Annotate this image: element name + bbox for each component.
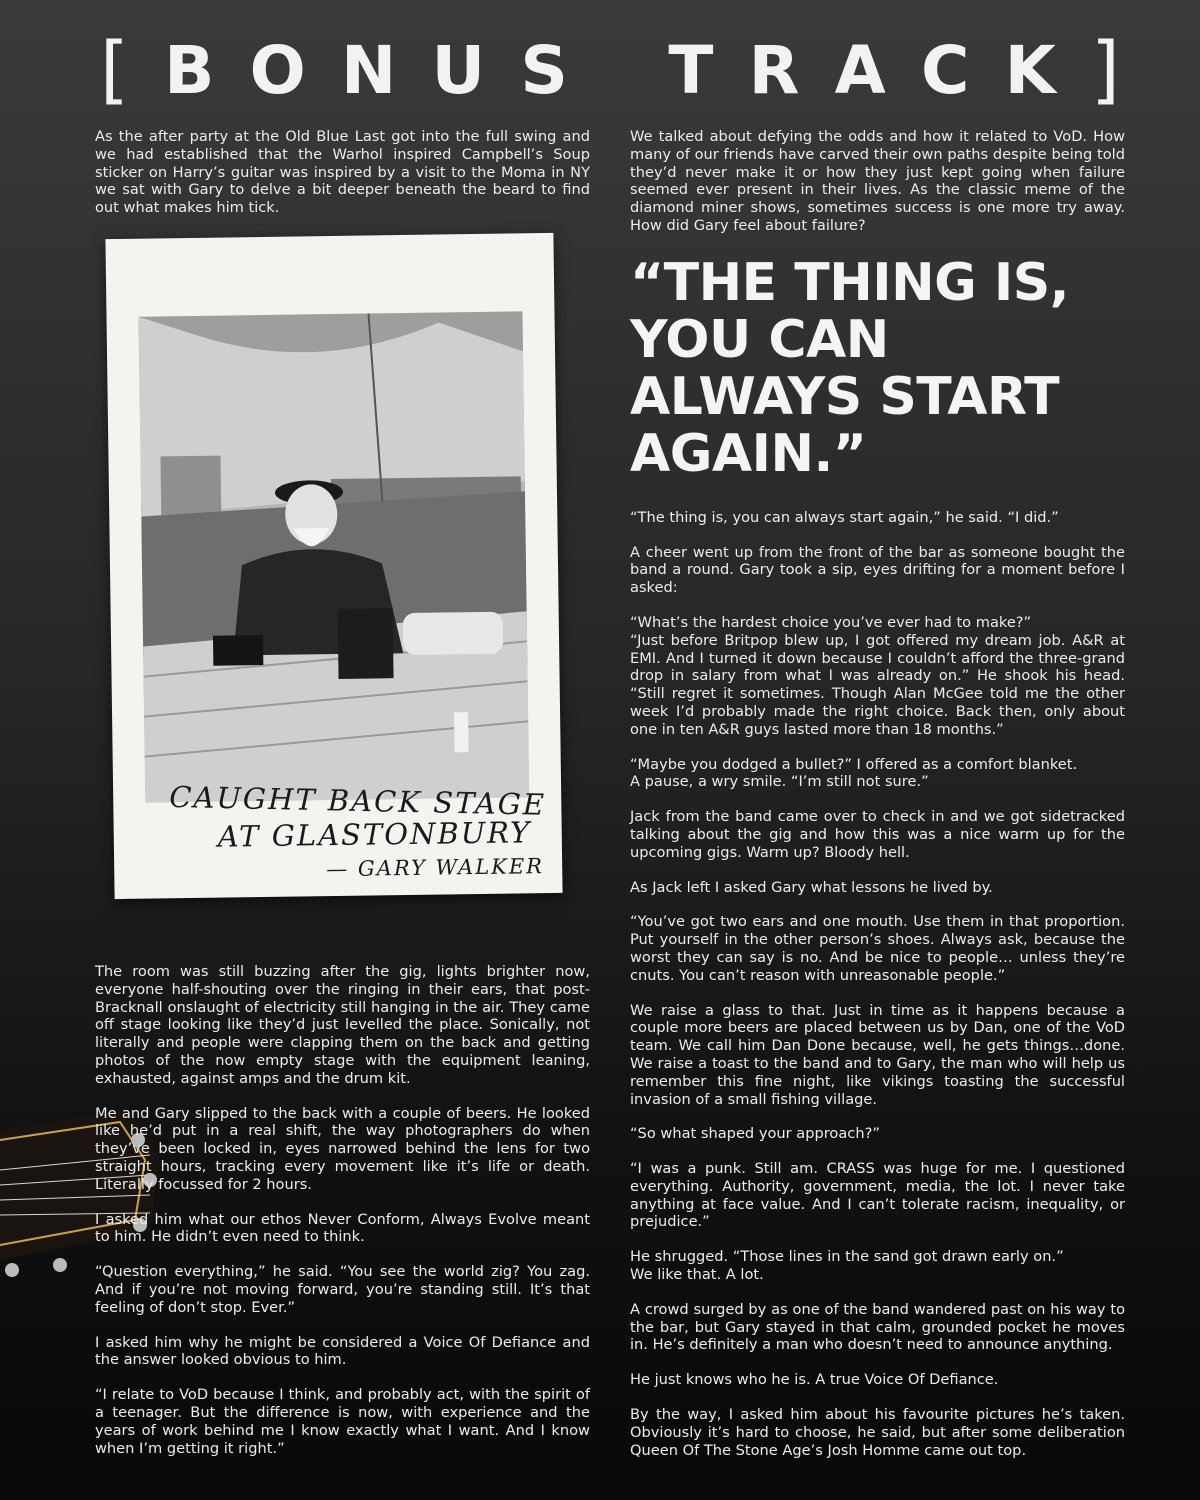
title-letter: B (164, 31, 215, 109)
polaroid-photo (105, 233, 562, 899)
handwritten-caption (153, 781, 554, 889)
body-paragraph: He just knows who he is. A true Voice Of Defiance. (630, 1371, 999, 1389)
page-title (100, 27, 1120, 113)
body-paragraph: Me and Gary slipped to the back with a couple of beers. He looked like he’d put in a real shift, the way photographers do when they’ve been locked in, eyes narrowed behind the lens for two straight hours, tracking every movement like it’s life or death. Literally focussed for 2 hours. (95, 1104, 590, 1193)
caption-line: CAUGHT BACK STAGE (168, 779, 547, 822)
body-paragraph: As Jack left I asked Gary what lessons he lived by. (630, 878, 993, 896)
body-paragraph: A crowd surged by as one of the band wandered past on his way to the bar, but Gary stayed in that calm, grounded pocket he moves in. He’s definitely a man who doesn’t need to announce anything. (630, 1300, 1125, 1354)
body-paragraph: I asked him why he might be considered a Voice Of Defiance and the answer looked obvious to him. (95, 1333, 590, 1369)
body-paragraph: “The thing is, you can always start again,” he said. “I did.” (630, 508, 1059, 526)
title-letter: U (431, 31, 486, 109)
photo-illustration (139, 311, 530, 802)
title-letter: A (834, 31, 886, 109)
body-paragraph: “I was a punk. Still am. CRASS was huge for me. I questioned everything. Authority, government, media, the lot. I never take anything at face value. And I can’t tolerate racism, inequality, or prejudice.” (630, 1160, 1125, 1231)
body-paragraph: A pause, a wry smile. “I’m still not sure.” (630, 773, 929, 791)
body-paragraph: I asked him what our ethos Never Conform, Always Evolve meant to him. He didn’t even need to think. (95, 1210, 590, 1246)
title-letter: T (668, 31, 714, 109)
pull-quote: “THE THING IS, YOU CAN ALWAYS START AGAIN.” (630, 252, 1069, 484)
body-paragraph: We talked about defying the odds and how it related to VoD. How many of our friends have carved their own paths despite being told they’d never make it or how they just kept going when failure seemed ever present in their lives. As the classic meme of the diamond miner shows, sometimes success is one more try away. How did Gary feel about failure? (630, 128, 1125, 234)
body-paragraph: “So what shaped your approach?” (630, 1125, 880, 1143)
intro-paragraph: As the after party at the Old Blue Last got into the full swing and we had established that the Warhol inspired Campbell’s Soup sticker on Harry’s guitar was inspired by a visit to the Moma in NY we sat with Gary to delve a bit deeper beneath the beard to find out what makes him tick. (95, 128, 590, 217)
title-letter: R (748, 31, 800, 109)
body-paragraph: “Question everything,” he said. “You see the world zig? You zag. And if you’re not moving forward, you’re standing still. It’s that feeling of don’t stop. Ever.” (95, 1263, 590, 1316)
body-paragraph: “What’s the hardest choice you’ve ever had to make?” (630, 613, 1032, 631)
right-column (630, 128, 1125, 1476)
title-letter: O (249, 31, 306, 109)
body-paragraph: Jack from the band came over to check in and we got sidetracked talking about the gig and how this was a nice warm up for the upcoming gigs. Warm up? Bloody hell. (630, 808, 1125, 861)
body-paragraph: “Just before Britpop blew up, I got offered my dream job. A&R at EMI. And I turned it down because I couldn’t afford the three-grand drop in salary from what I was already on.” He shook his head. “Still regret it sometimes. Though Alan McGee told me the other week I’d probably made the right choice. Back then, only about one in ten A&R guys lasted more than 18 months.” (630, 631, 1125, 738)
backstage-photo (139, 311, 530, 802)
title-letter: S (520, 31, 568, 109)
caption-line: AT GLASTONBURY (217, 815, 532, 854)
caption-signature: — GARY WALKER (326, 854, 545, 882)
left-column-bottom (95, 963, 590, 1474)
title-letter: C (920, 31, 970, 109)
title-letter: N (341, 31, 397, 109)
body-paragraph: A cheer went up from the front of the bar as someone bought the band a round. Gary took a sip, eyes drifting for a moment before I asked: (630, 543, 1125, 597)
body-paragraph: “Maybe you dodged a bullet?” I offered as a comfort blanket. (630, 755, 1078, 773)
left-column-top (95, 128, 590, 234)
title-letter: K (1004, 31, 1056, 109)
body-paragraph: By the way, I asked him about his favourite pictures he’s taken. Obviously it’s hard to choose, he said, but after some deliberation Queen Of The Stone Age’s Josh Homme came out top. (630, 1406, 1125, 1459)
body-paragraph: “I relate to VoD because I think, and probably act, with the spirit of a teenager. But the difference is now, with experience and the years of work behind me I know exactly what I want. And I know when I’m getting it right.” (95, 1386, 590, 1457)
body-paragraph: We like that. A lot. (630, 1266, 764, 1284)
body-paragraph: He shrugged. “Those lines in the sand got drawn early on.” (630, 1248, 1064, 1266)
body-paragraph: The room was still buzzing after the gig, lights brighter now, everyone half-shouting over the ringing in their ears, that post-Bracknall onslaught of electricity still hanging in the air. They came off stage looking like they’d just levelled the place. Sonically, not literally and people were clapping them on the back and getting photos of the now empty stage with the equipment leaning, exhausted, against amps and the drum kit. (95, 963, 590, 1087)
body-paragraph: We raise a glass to that. Just in time as it happens because a couple more beers are placed between us by Dan, one of the VoD team. We call him Dan Done because, well, he gets things…done. We raise a toast to the band and to Gary, the man who will help us remember this fine night, like vikings toasting the successful invasion of a small fishing village. (630, 1001, 1125, 1108)
title-bracket-open: [ (100, 27, 129, 113)
body-paragraph: “You’ve got two ears and one mouth. Use them in that proportion. Put yourself in the other person’s shoes. Always ask, because the worst they can say is no. And be nice to people… unless they’re cnuts. You can’t reason with unreasonable people.” (630, 913, 1125, 984)
title-bracket-close: ] (1091, 27, 1120, 113)
